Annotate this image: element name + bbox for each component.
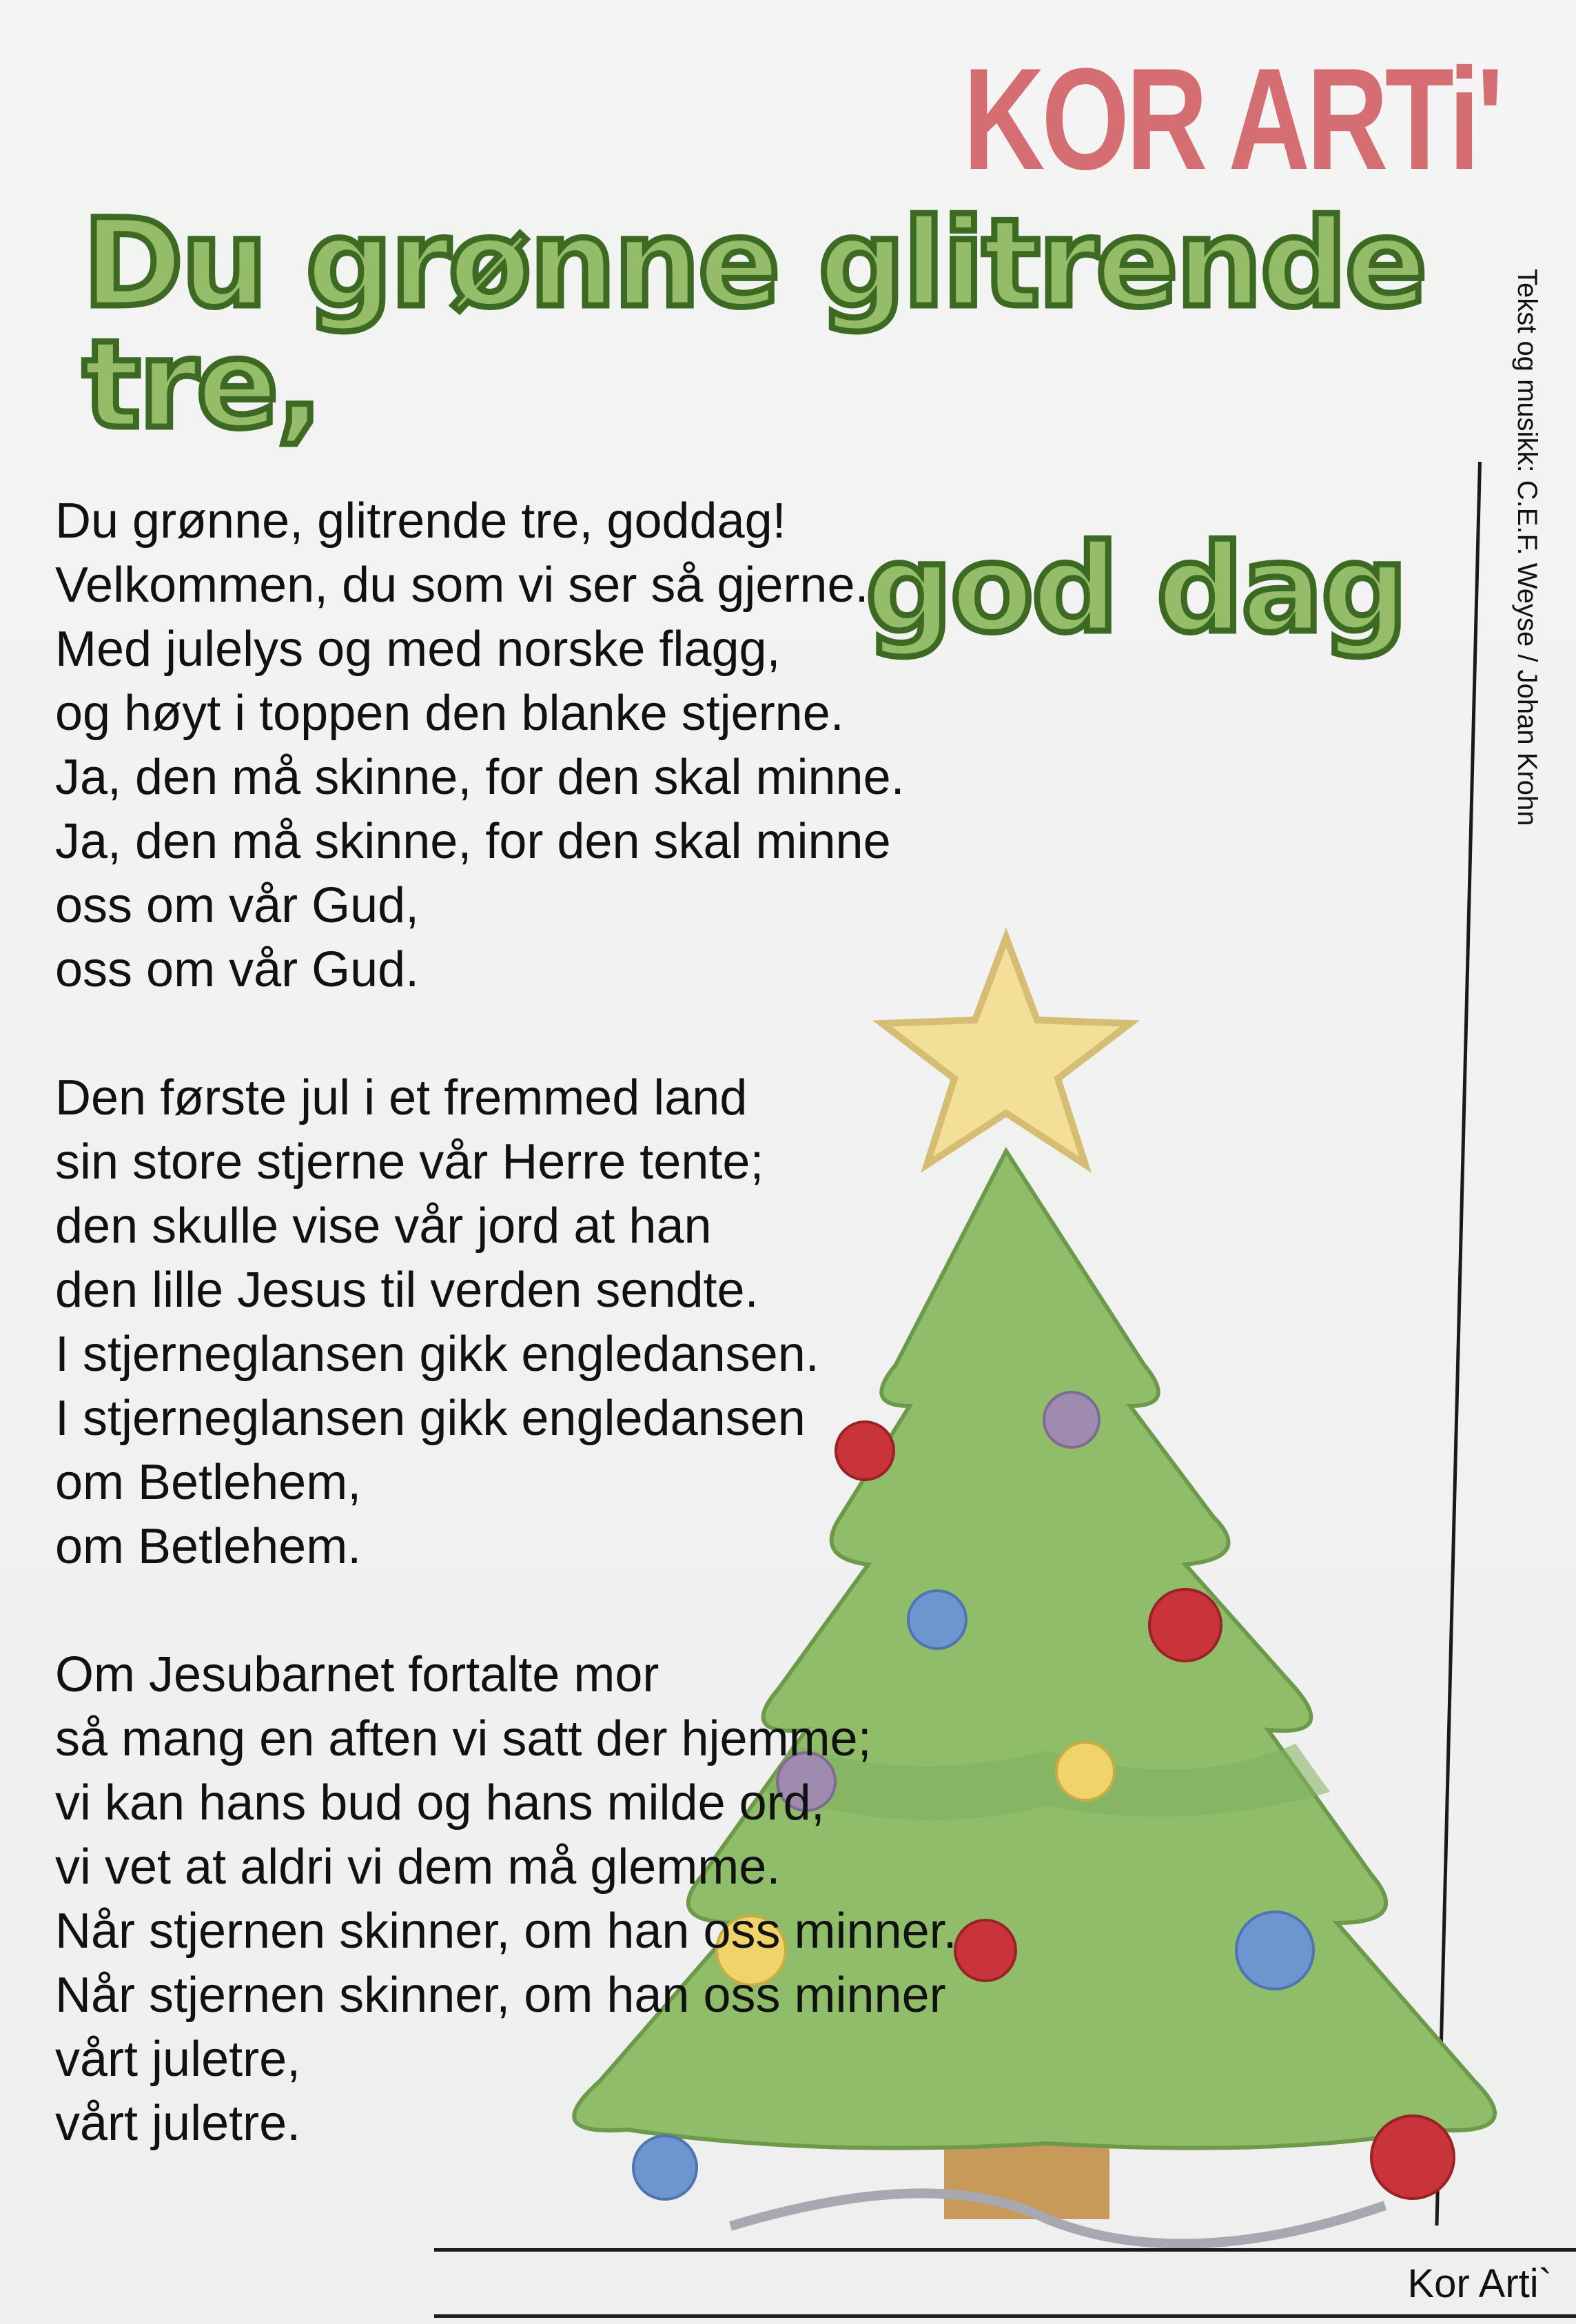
ornament-blue	[1236, 1912, 1313, 1989]
lyric-line: Om Jesubarnet fortalte mor	[55, 1647, 659, 1702]
lyric-line: den lille Jesus til verden sendte.	[55, 1263, 759, 1318]
lyric-line: Med julelys og med norske flagg,	[55, 622, 781, 677]
lyric-line: så mang en aften vi satt der hjemme;	[55, 1711, 872, 1766]
ornament-red	[1149, 1589, 1221, 1661]
lyric-line: om Betlehem,	[55, 1455, 362, 1510]
stanza-1	[55, 489, 1089, 1002]
lyric-line: og høyt i toppen den blanke stjerne.	[55, 686, 844, 741]
title-line-1: Du grønne glitrende tre,	[83, 193, 1426, 456]
lyric-line: Du grønne, glitrende tre, goddag!	[55, 493, 786, 549]
lyric-line: Når stjernen skinner, om han oss minner.	[55, 1904, 957, 1959]
lyric-line: oss om vår Gud,	[55, 878, 420, 933]
footer-text: Kor Arti`	[1407, 2261, 1552, 2306]
title-line-2: god dag	[866, 518, 1406, 660]
lyric-line: Ja, den må skinne, for den skal minne	[55, 814, 891, 869]
footer-rule-top	[434, 2248, 1576, 2252]
lyric-line: vårt juletre.	[55, 2096, 301, 2151]
footer-rule-bottom	[434, 2314, 1576, 2318]
lyric-line: I stjerneglansen gikk engledansen.	[55, 1327, 819, 1382]
lyric-line: den skulle vise vår jord at han	[55, 1199, 712, 1254]
stanza-3	[55, 1643, 1089, 2156]
lyric-line: vi vet at aldri vi dem må glemme.	[55, 1839, 781, 1895]
lyric-line: Når stjernen skinner, om han oss minner	[55, 1968, 946, 2023]
lyric-line: Ja, den må skinne, for den skal minne.	[55, 750, 905, 805]
lyric-line: I stjerneglansen gikk engledansen	[55, 1391, 806, 1446]
lyric-line: vi kan hans bud og hans milde ord,	[55, 1775, 825, 1831]
lyric-line: oss om vår Gud.	[55, 942, 420, 997]
ornament-red	[1371, 2116, 1454, 2199]
lyric-line: om Betlehem.	[55, 1519, 362, 1574]
lyrics	[55, 489, 1089, 2220]
credit-text: Tekst og musikk: C.E.F. Weyse / Johan Krohn	[1512, 269, 1542, 826]
stanza-2	[55, 1066, 1089, 1579]
brand-logo: KOR ARTi'	[963, 38, 1500, 200]
lyric-line: vårt juletre,	[55, 2032, 301, 2087]
lyric-line: Velkommen, du som vi ser så gjerne.	[55, 558, 869, 613]
lyric-line: Den første jul i et fremmed land	[55, 1070, 748, 1125]
lyric-line: sin store stjerne vår Herre tente;	[55, 1134, 764, 1190]
